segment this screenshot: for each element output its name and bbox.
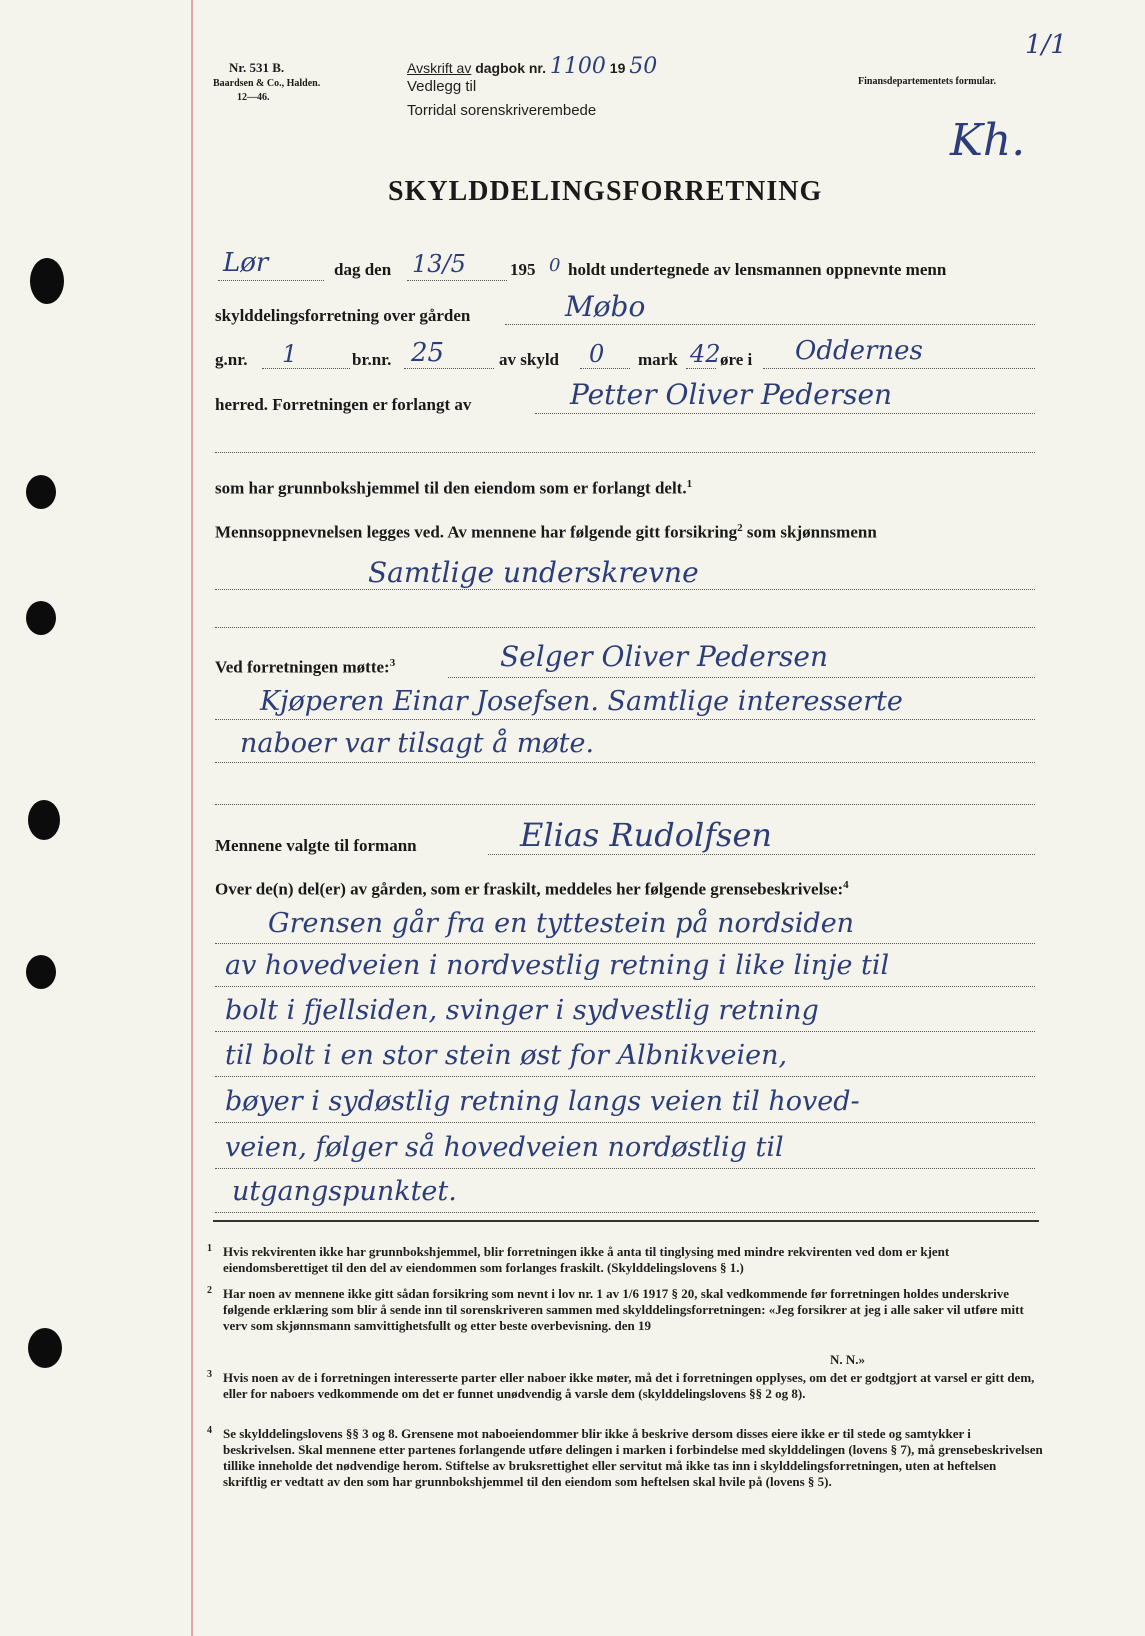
gnr-value: 1 — [282, 340, 298, 368]
brnr-value: 25 — [411, 338, 445, 368]
line2-label: skylddelingsforretning over gården — [215, 306, 471, 325]
footnote-4 — [207, 1425, 1043, 1490]
footnote-text: Hvis rekvirenten ikke har grunnbokshjemmel, blir forretningen ikke å anta til tinglysing med mindre rekvirenten ved dom er kjent eiendomsberettiget til den del av eiendommen som forlanges fraskilt. (Skylddelingslovens § 1.) — [223, 1244, 950, 1275]
year-label: 195 — [510, 260, 536, 279]
footnote-ref-1: 1 — [686, 478, 693, 490]
stamp-line-3: Torridal sorenskriverembede — [407, 102, 597, 119]
page-title: SKYLDDELINGSFORRETNING — [388, 176, 823, 207]
date-value: 13/5 — [412, 250, 466, 278]
line1-text: holdt undertegnede av lensmannen oppnevnte menn — [568, 260, 947, 279]
dotted-line — [488, 854, 1035, 855]
footnote-ref-3: 3 — [389, 657, 396, 669]
initials: Kh. — [950, 115, 1026, 166]
corner-mark: 1/1 — [1025, 30, 1067, 60]
gnr-label: g.nr. — [215, 350, 248, 369]
appointment-text: Mennsoppnevnelsen legges ved. Av mennene har følgende gitt forsikring — [215, 522, 738, 542]
requester-label: herred. Forretningen er forlangt av — [215, 395, 472, 414]
ore-label: øre i — [720, 350, 753, 369]
dotted-line — [215, 804, 1035, 805]
punch-hole — [28, 1328, 62, 1368]
printer-name: Baardsen & Co., Halden. — [213, 78, 321, 89]
footnote-text: Se skylddelingslovens §§ 3 og 8. Grensene mot naboeiendommer blir ikke å beskrive dersom disses eiere ikke er til stede og samtykker i beskrivelsen. Skal mennene etter partenes forlangende utføre delingen i marken i forbindelse med skylddelingen (lovens § 7), må grensebeskrivelsen tillike inneholde det nødvendige herom. Stiftelse av bruksrettighet eller servitut må ikke tas inn i skylddelingsforretningen, uten at heftelsen skriftlig er vedtatt av den som har grunnbokshjemmel til den eiendom som heftelsen skal hvile på (lovens § 5). — [223, 1426, 1043, 1489]
dotted-line — [505, 324, 1035, 325]
dotted-line — [215, 452, 1035, 453]
form-origin: Finansdepartementets formular. — [858, 76, 996, 87]
dotted-line — [215, 762, 1035, 763]
footnote-number: 2 — [207, 1285, 212, 1296]
boundary-line: bolt i fjellsiden, svinger i sydvestlig retning — [225, 995, 819, 1026]
boundary-line: bøyer i sydøstlig retning langs veien til hoved- — [225, 1086, 860, 1117]
dotted-line — [215, 1212, 1035, 1213]
footnote-3 — [207, 1369, 1043, 1402]
footnote-ref-2: 2 — [737, 522, 743, 534]
dotted-line — [535, 413, 1035, 414]
skyld-label: av skyld — [499, 350, 559, 369]
farm-value: Møbo — [565, 290, 646, 323]
boundary-label — [215, 879, 849, 900]
brnr-label: br.nr. — [352, 350, 392, 369]
punch-hole — [26, 955, 56, 989]
margin-line — [191, 0, 193, 1636]
dotted-line — [215, 627, 1035, 628]
attendance-label — [215, 657, 395, 678]
dotted-line — [763, 368, 1035, 369]
chair-value: Elias Rudolfsen — [520, 816, 772, 854]
dotted-line — [404, 368, 494, 369]
dotted-line — [215, 719, 1035, 720]
dotted-line — [407, 280, 507, 281]
punch-hole — [28, 800, 60, 840]
dotted-line — [448, 677, 1035, 678]
sworn-value: Samtlige underskrevne — [368, 556, 699, 589]
chair-label: Mennene valgte til formann — [215, 836, 417, 855]
appointment-statement — [215, 522, 877, 543]
ownership-text: som har grunnbokshjemmel til den eiendom som er forlangt delt. — [215, 478, 687, 498]
boundary-line: Grensen går fra en tyttestein på nordsiden — [268, 908, 855, 939]
punch-hole — [26, 601, 56, 635]
dagbok-number: 1100 — [549, 54, 606, 79]
year-prefix: 19 — [609, 60, 626, 76]
attendee-1: Selger Oliver Pedersen — [500, 640, 829, 673]
dotted-line — [215, 943, 1035, 944]
footnote-number: 3 — [207, 1369, 212, 1380]
mark-label: mark — [638, 350, 678, 369]
stamp-dagbok: dagbok nr. — [475, 60, 546, 76]
punch-hole — [30, 258, 64, 304]
dotted-line — [218, 280, 324, 281]
print-date: 12—46. — [237, 92, 270, 103]
year-digit: 0 — [549, 255, 561, 276]
dotted-line — [215, 1031, 1035, 1032]
attendee-3: naboer var tilsagt å møte. — [240, 728, 595, 759]
requester-value: Petter Oliver Pedersen — [570, 378, 893, 411]
stamp-avskrift: Avskrift av — [407, 60, 472, 76]
footnote-2 — [207, 1285, 1043, 1334]
skyld-mark-value: 0 — [589, 340, 605, 368]
boundary-line: utgangspunktet. — [232, 1176, 457, 1207]
dag-den-label: dag den — [334, 260, 392, 279]
attendee-2: Kjøperen Einar Josefsen. Samtlige interesserte — [260, 686, 903, 717]
footnote-text: N. N.» — [830, 1352, 866, 1367]
dotted-line — [580, 368, 630, 369]
dotted-line — [215, 1076, 1035, 1077]
punch-hole — [26, 475, 56, 509]
footnote-number: 1 — [207, 1243, 212, 1254]
weekday-value: Lør — [223, 248, 269, 278]
year-suffix: 50 — [629, 54, 658, 79]
footnote-1 — [207, 1243, 1043, 1276]
footnote-signature — [820, 1352, 920, 1368]
footnote-number: 4 — [207, 1425, 212, 1436]
dotted-line — [215, 1168, 1035, 1169]
boundary-label-text: Over de(n) del(er) av gården, som er fraskilt, meddeles her følgende grensebeskrivelse: — [215, 879, 844, 899]
dotted-line — [215, 1122, 1035, 1123]
attendance-text: Ved forretningen møtte: — [215, 657, 390, 677]
dotted-line — [215, 589, 1035, 590]
dotted-line — [262, 368, 350, 369]
footnote-divider — [213, 1220, 1039, 1222]
skyld-ore-value: 42 — [690, 340, 721, 368]
boundary-line: til bolt i en stor stein øst for Albnikveien, — [225, 1040, 788, 1071]
stamp-line-2: Vedlegg til — [407, 78, 477, 95]
boundary-line: av hovedveien i nordvestlig retning i like linje til — [225, 950, 890, 981]
footnote-text: Hvis noen av de i forretningen interesserte parter eller naboer ikke møter, må det i forretningen opplyses, om det er godtgjort at varsel er gitt dem, eller for naboers vedkommende om det er funnet unødvendig å varsle dem (skylddelingslovens §§ 2 og 8). — [223, 1370, 1035, 1401]
appointment-text-tail: som skjønnsmenn — [746, 522, 877, 542]
footnote-ref-4: 4 — [843, 879, 849, 891]
dotted-line — [686, 368, 716, 369]
stamp-line-1 — [407, 54, 657, 79]
dotted-line — [215, 986, 1035, 987]
footnote-text: Har noen av mennene ikke gitt sådan forsikring som nevnt i lov nr. 1 av 1/6 1917 § 20, skal vedkommende før forretningen holdes underskrive følgende erklæring som blir å sende inn til sorenskriveren sammen med skylddelingsforretningen: «Jeg forsikrer at jeg i alle saker vil utføre mitt verv som skjønnsmann samvittighetsfullt og etter beste overbevisning. den 19 — [223, 1286, 1024, 1333]
ownership-statement — [215, 478, 692, 499]
boundary-line: veien, følger så hovedveien nordøstlig til — [225, 1132, 784, 1163]
form-number: Nr. 531 B. — [229, 60, 285, 75]
municipality-value: Oddernes — [795, 336, 923, 366]
